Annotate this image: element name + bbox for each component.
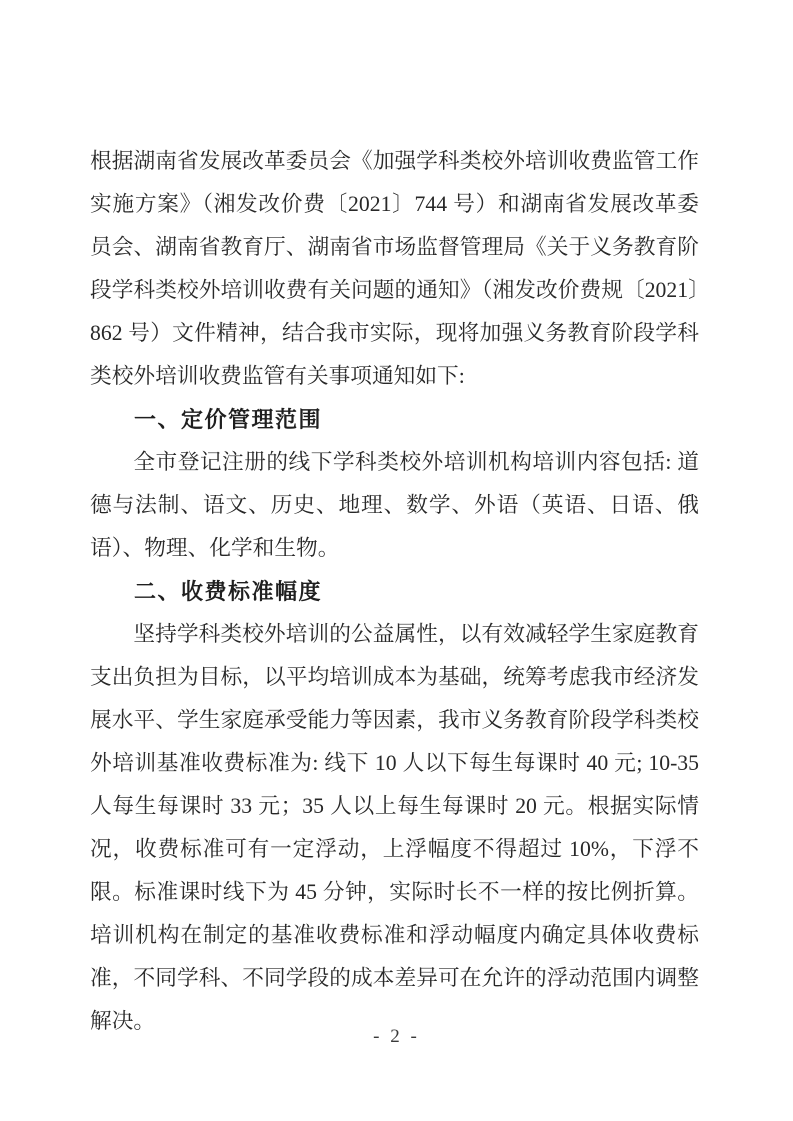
paragraph-fee-standard: 坚持学科类校外培训的公益属性，以有效减轻学生家庭教育支出负担为目标，以平均培训成本为基础，统筹考虑我市经济发展水平、学生家庭承受能力等因素，我市义务教育阶段学科类校外培训基准收费标准为: 线下 10 人以下每生每课时 40 元; 10-35 人每生每课时 33 元；35 人以上每生每课时 20 元。根据实际情况，收费标准可有一定浮动，上浮幅度不得超过 10%，下浮不限。标准课时线下为 45 分钟，实际时长不一样的按比例折算。培训机构在制定的基准收费标准和浮动幅度内确定具体收费标准，不同学科、不同学段的成本差异可在允许的浮动范围内调整解决。 (90, 622, 699, 1033)
section-heading-fee-standard: 二、收费标准幅度 (134, 579, 323, 604)
paragraph-pricing-scope: 全市登记注册的线下学科类校外培训机构培训内容包括: 道德与法制、语文、历史、地理、数学、外语（英语、日语、俄语）、物理、化学和生物。 (90, 450, 699, 560)
paragraph-intro-citation: 根据湖南省发展改革委员会《加强学科类校外培训收费监管工作实施方案》（湘发改价费〔2021〕744 号）和湖南省发展改革委员会、湖南省教育厅、湖南省市场监督管理局《关于义务教育阶段学科类校外培训收费有关问题的通知》（湘发改价费规〔2021〕862 号）文件精神，结合我市实际，现将加强义务教育阶段学科类校外培训收费监管有关事项通知如下: (90, 149, 699, 388)
page-number: - 2 - (373, 1026, 420, 1047)
document-body (90, 140, 699, 1043)
section-heading-pricing-scope: 一、定价管理范围 (134, 407, 323, 432)
